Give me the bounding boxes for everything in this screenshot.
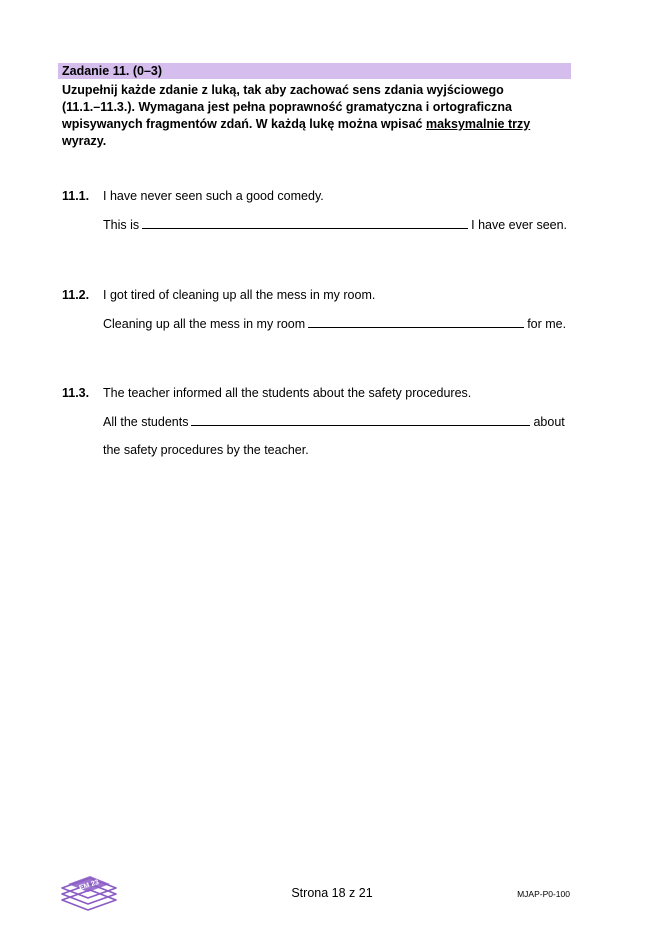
- instructions-line-3-text: wpisywanych fragmentów zdań. W każdą lukę można wpisać: [62, 117, 426, 131]
- gap-text-before: Cleaning up all the mess in my room: [103, 317, 306, 331]
- instructions-line-4: wyrazy.: [62, 134, 107, 148]
- instructions-line-2: (11.1.–11.3.). Wymagana jest pełna poprawność gramatyczna i ortograficzna: [62, 100, 512, 114]
- task-instructions: [62, 82, 572, 150]
- question-source-sentence: I have never seen such a good comedy.: [103, 189, 324, 203]
- question-source-sentence: The teacher informed all the students about the safety procedures.: [103, 386, 472, 400]
- gap-text-after: I have ever seen.: [471, 218, 568, 232]
- question-gap-sentence: [103, 414, 565, 429]
- instructions-line-1: Uzupełnij każde zdanie z luką, tak aby zachować sens zdania wyjściowego: [62, 83, 504, 97]
- question-gap-sentence: [103, 217, 567, 232]
- document-code: MJAP-P0-100: [517, 889, 570, 899]
- gap-text-after: about: [533, 415, 565, 429]
- question-source-sentence: I got tired of cleaning up all the mess in my room.: [103, 288, 376, 302]
- gap-text-after: for me.: [527, 317, 567, 331]
- answer-blank[interactable]: [191, 414, 530, 426]
- task-title: Zadanie 11. (0–3): [62, 64, 163, 78]
- question-number: 11.3.: [62, 386, 90, 400]
- logo-text: EM 23: [78, 879, 100, 892]
- instructions-emphasis: maksymalnie trzy: [425, 117, 531, 131]
- answer-blank[interactable]: [142, 217, 468, 229]
- instructions-line-3: [62, 116, 572, 133]
- question-number: 11.2.: [62, 288, 90, 302]
- page-number: Strona 18 z 21: [291, 886, 373, 900]
- gap-text-before: All the students: [103, 415, 189, 429]
- question-number: 11.1.: [62, 189, 90, 203]
- gap-text-before: This is: [103, 218, 140, 232]
- answer-blank[interactable]: [308, 316, 524, 328]
- question-gap-sentence: [103, 316, 566, 331]
- question-gap-continuation: the safety procedures by the teacher.: [103, 443, 309, 457]
